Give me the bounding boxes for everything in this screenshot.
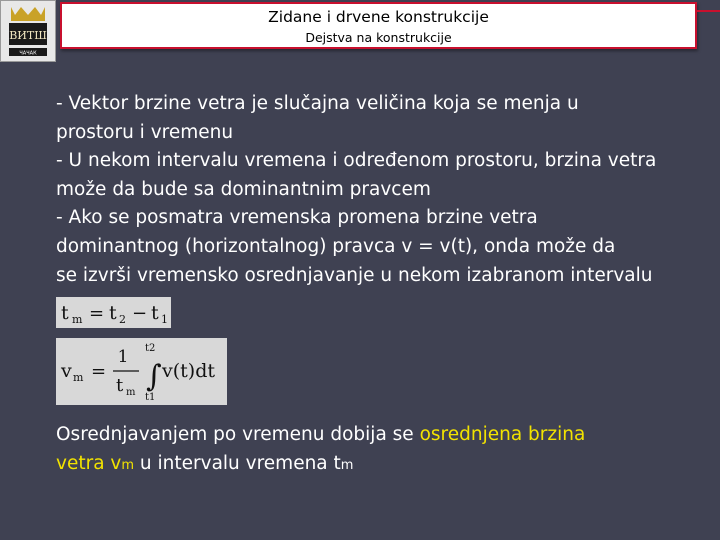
formula1-t2: t xyxy=(109,302,117,324)
logo-emblem-icon xyxy=(1,1,55,61)
formula2-numerator: 1 xyxy=(117,347,129,367)
formula1-equals: = xyxy=(89,303,105,324)
integral-sign: ∫ xyxy=(146,359,162,394)
conclusion-highlight2: vetra v xyxy=(56,452,122,474)
formula1-lhs-sub: m xyxy=(72,313,83,326)
formula1-t1-sub: 1 xyxy=(161,313,168,326)
formula1-lhs: t xyxy=(61,302,69,324)
conclusion-part2: u intervalu vremena t xyxy=(134,452,341,474)
body-line: - Vektor brzine vetra je slučajna veličina koja se menja u xyxy=(56,93,579,114)
integral-upper-limit: t2 xyxy=(145,343,156,354)
body-line: dominantnog (horizontalnog) pravca v = v(t), onda može da xyxy=(56,235,616,257)
conclusion-line xyxy=(56,421,706,450)
page-title: Zidane i drvene konstrukcije xyxy=(268,8,489,26)
formula-mean-velocity xyxy=(56,338,227,405)
conclusion-text xyxy=(56,421,706,480)
formula2-integrand: v(t)dt xyxy=(162,360,215,382)
formula2-lhs: v xyxy=(61,360,72,382)
conclusion-highlight1: osrednjena brzina xyxy=(419,424,586,445)
conclusion-part1: Osrednjavanjem po vremenu dobija se xyxy=(56,424,420,445)
body-line: može da bude sa dominantnim pravcem xyxy=(56,178,431,200)
formula2-lhs-sub: m xyxy=(73,371,84,384)
logo-caption: ЧАЧАК xyxy=(19,50,37,57)
formula2-denominator-sub: m xyxy=(126,387,136,398)
conclusion-part2-sub: m xyxy=(340,457,354,473)
formula1-t2-sub: 2 xyxy=(119,313,126,326)
body-line: - Ako se posmatra vremenska promena brzine vetra xyxy=(56,207,538,229)
integral-lower-limit: t1 xyxy=(145,392,156,403)
conclusion-line xyxy=(56,450,706,481)
accent-line xyxy=(696,10,720,12)
logo-text: ВИТШ xyxy=(9,29,47,42)
body-line: prostoru i vremenu xyxy=(56,121,234,143)
formula1-minus: − xyxy=(132,303,148,324)
formula1-t1: t xyxy=(151,302,159,324)
body-line: se izvrši vremensko osrednjavanje u nekom izabranom intervalu xyxy=(56,264,653,286)
formula-interval xyxy=(56,297,171,328)
institution-logo xyxy=(0,0,56,62)
formula2-equals: = xyxy=(91,361,107,382)
body-text xyxy=(56,90,706,290)
conclusion-highlight2-sub: m xyxy=(121,457,135,473)
formula2-denominator: t xyxy=(116,375,124,396)
header-banner xyxy=(60,2,697,49)
page-subtitle: Dejstva na konstrukcije xyxy=(305,30,452,45)
body-line: - U nekom intervalu vremena i određenom prostoru, brzina vetra xyxy=(56,150,657,172)
